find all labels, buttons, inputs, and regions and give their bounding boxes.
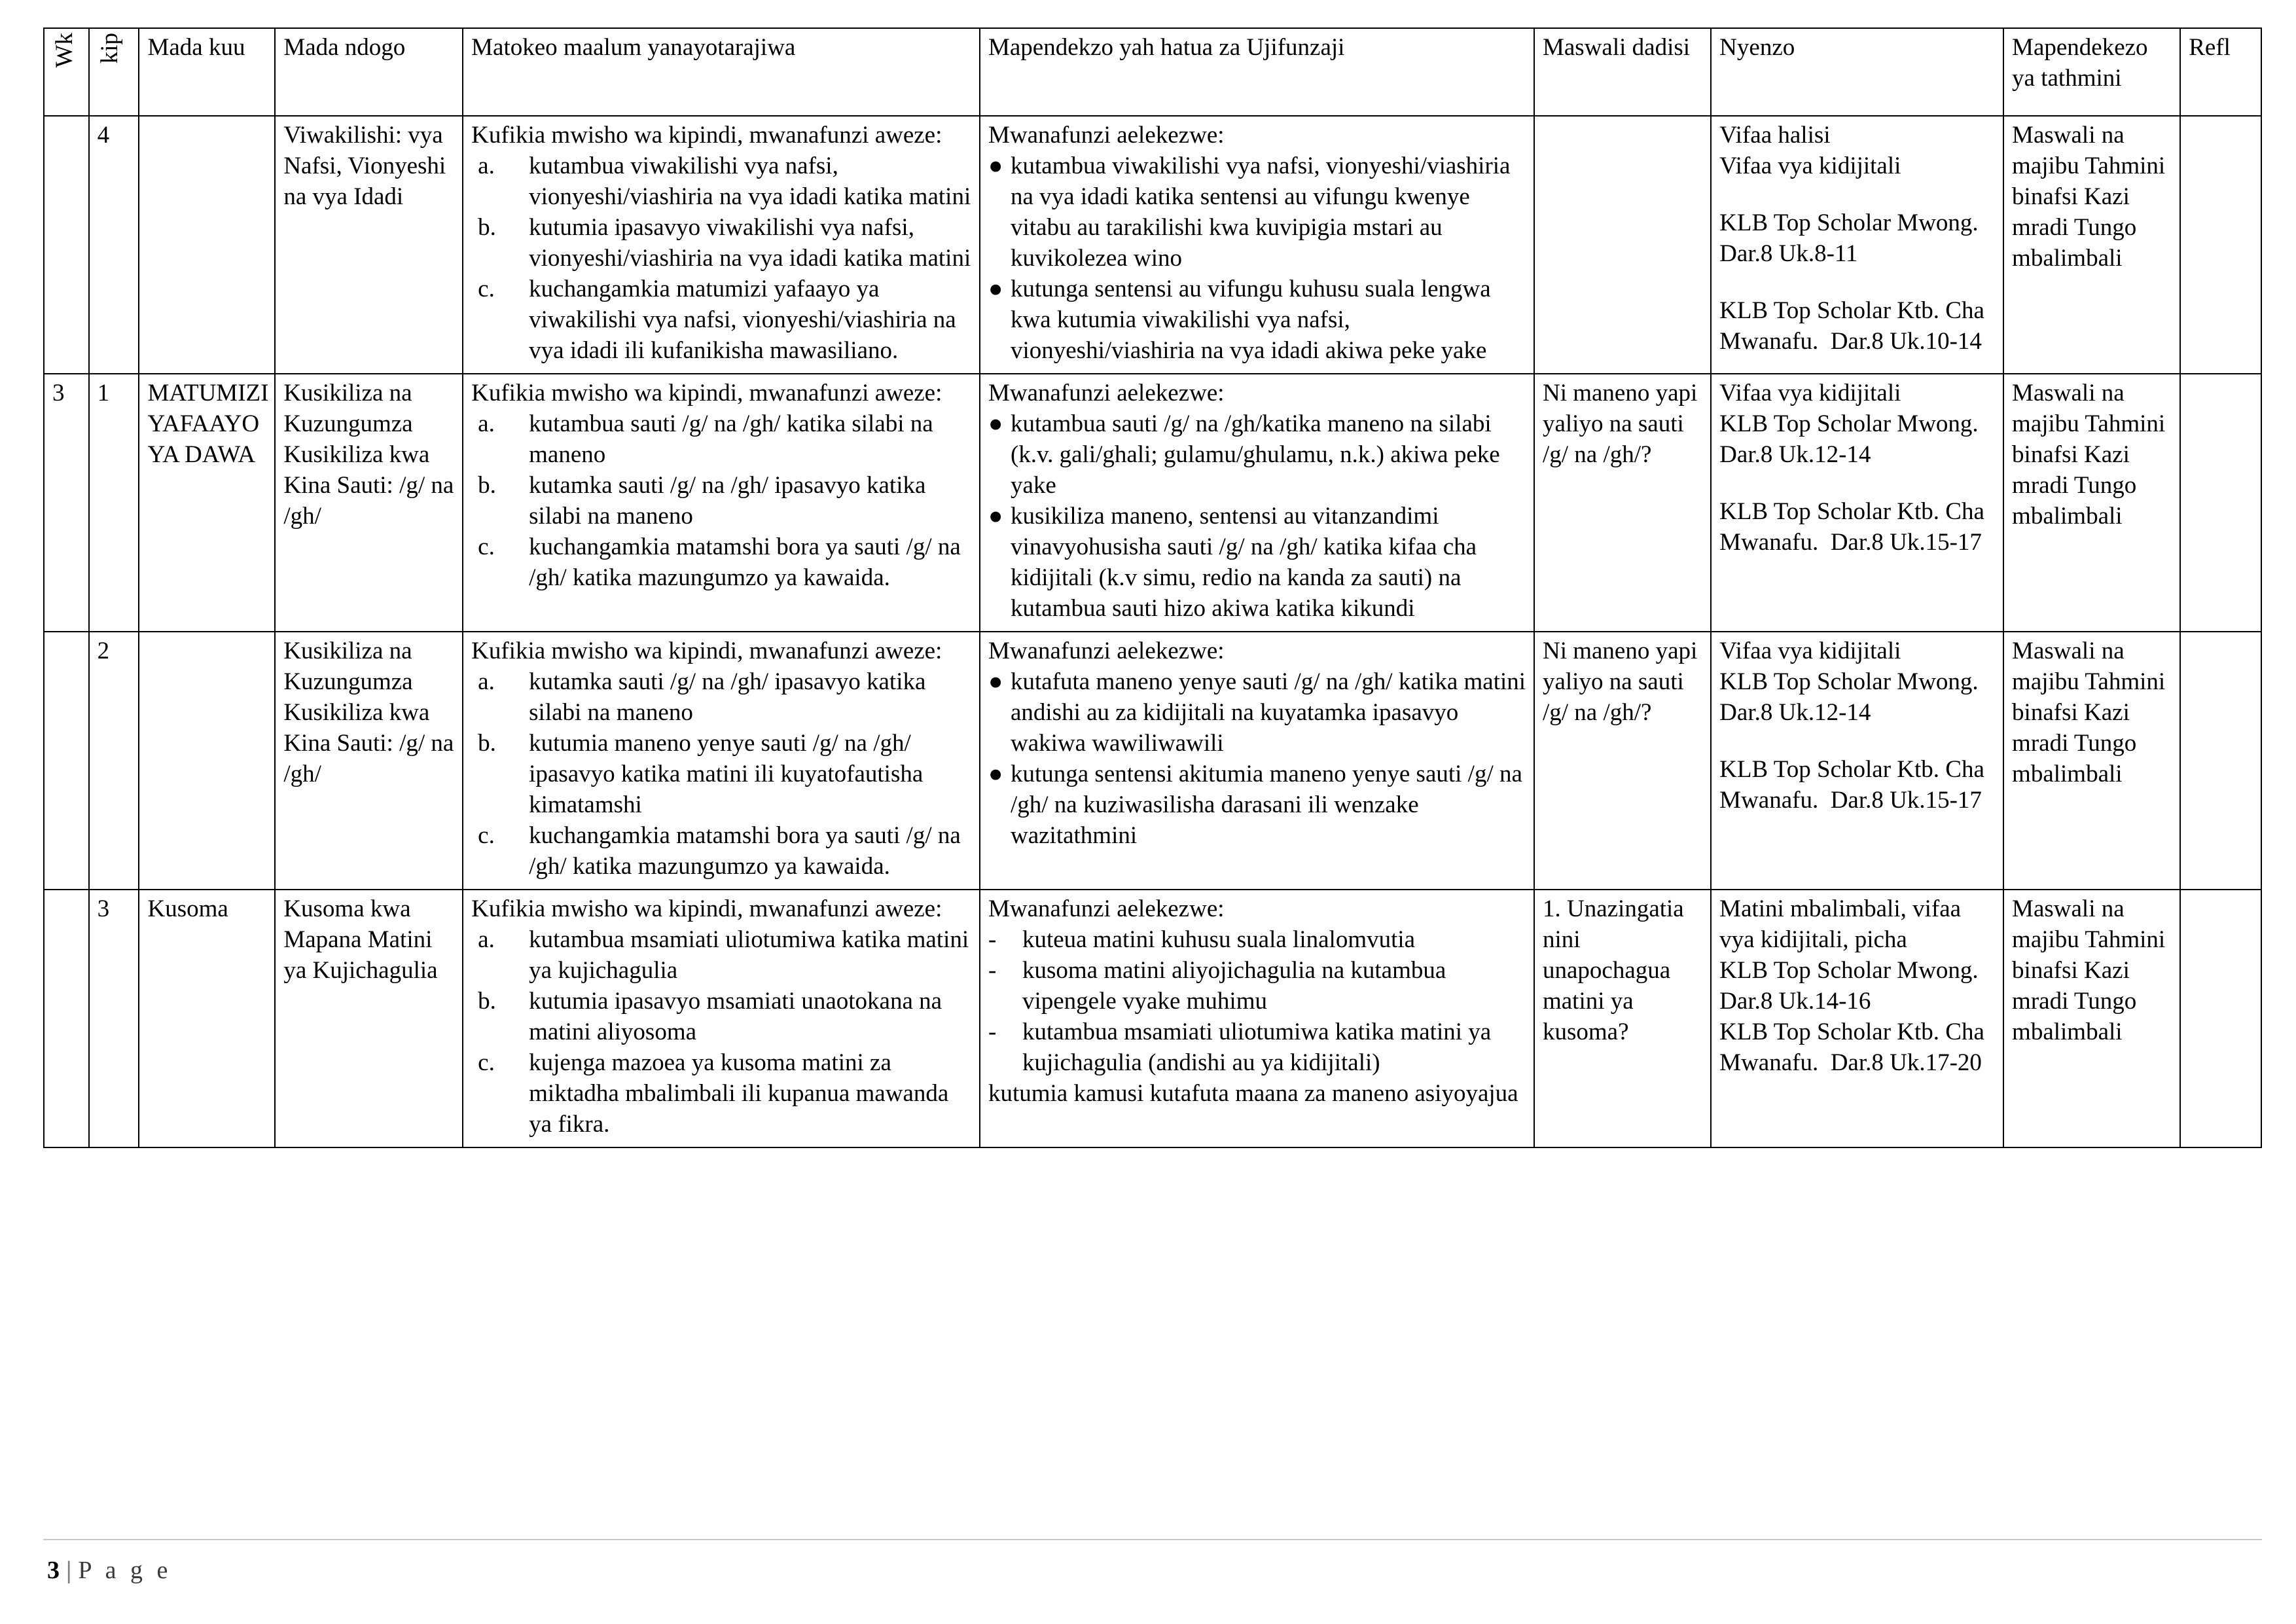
outcome-list	[471, 925, 973, 1140]
activity-dash-item: - kutambua msamiati uliotumiwa katika matini ya kujichagulia (andishi au ya kidijitali)	[988, 1018, 1492, 1076]
column-header-mada-kuu: Mada kuu	[139, 28, 275, 116]
activity-bullet-item: ● kutunga sentensi au vifungu kuhusu suala lengwa kwa kutumia viwakilishi vya nafsi, vionyeshi/viashiria na vya idadi akiwa peke yake	[988, 275, 1491, 364]
outcome-item-marker: a.	[478, 926, 495, 953]
column-header-maswali-dadisi: Maswali dadisi	[1534, 28, 1711, 116]
cell-maswali-dadisi: Ni maneno yapi yaliyo na sauti /g/ na /gh/?	[1534, 374, 1711, 632]
cell-refl	[2180, 890, 2261, 1147]
outcome-intro: Kufikia mwisho wa kipindi, mwanafunzi aweze:	[471, 122, 942, 149]
outcome-item-marker: b.	[478, 471, 496, 499]
bullet-icon: ●	[988, 668, 1003, 695]
outcome-list	[471, 151, 973, 367]
table-row	[44, 116, 2261, 374]
dash-icon: -	[988, 956, 997, 984]
resource-gap	[1719, 270, 1996, 296]
dash-icon: -	[988, 926, 997, 953]
resource-line: Vifaa vya kidijitali	[1719, 152, 1901, 179]
resource-gap	[1719, 182, 1996, 208]
cell-wk	[44, 632, 89, 890]
activity-intro: Mwanafunzi aelekezwe:	[988, 379, 1225, 406]
resource-gap	[1719, 471, 1996, 497]
activity-bullet-list	[988, 409, 1527, 624]
outcome-item-marker: a.	[478, 152, 495, 179]
cell-mapendekezo-tathmini: Maswali na majibu Tahmini binafsi Kazi mradi Tungo mbalimbali	[2003, 632, 2180, 890]
activity-bullet-item: ● kutunga sentensi akitumia maneno yenye sauti /g/ na /gh/ na kuziwasilisha darasani ili wenzake wazitathmini	[988, 760, 1522, 849]
column-header-kip-label: kip	[96, 33, 123, 64]
activity-bullet-item: ● kutafuta maneno yenye sauti /g/ na /gh/ katika matini andishi au za kidijitali na kuyatamka ipasavyo wakiwa wawiliwawili	[988, 668, 1526, 757]
column-header-wk-label: Wk	[51, 33, 78, 68]
column-header-mapendekezo-tathmini: Mapendekezo ya tathmini	[2003, 28, 2180, 116]
cell-mada-kuu: Kusoma	[139, 890, 275, 1147]
cell-matokeo	[463, 890, 980, 1147]
outcome-item: b. kutumia ipasavyo msamiati unaotokana na matini aliyosoma	[478, 987, 942, 1045]
cell-mada-ndogo: Viwakilishi: vya Nafsi, Vionyeshi na vya Idadi	[275, 116, 463, 374]
outcome-list	[471, 409, 973, 594]
scheme-of-work-table	[43, 27, 2262, 1148]
outcome-intro: Kufikia mwisho wa kipindi, mwanafunzi aweze:	[471, 379, 942, 406]
column-header-refl: Refl	[2180, 28, 2261, 116]
outcome-item: c. kujenga mazoea ya kusoma matini za miktadha mbalimbali ili kupanua mawanda ya fikra.	[478, 1049, 949, 1138]
cell-mapendekezo-tathmini: Maswali na majibu Tahmini binafsi Kazi mradi Tungo mbalimbali	[2003, 890, 2180, 1147]
resource-line: Matini mbalimbali, vifaa vya kidijitali, picha	[1719, 895, 1967, 953]
cell-kip: 1	[89, 374, 139, 632]
activity-bullet-list	[988, 667, 1527, 852]
cell-mapendekezo-tathmini: Maswali na majibu Tahmini binafsi Kazi mradi Tungo mbalimbali	[2003, 374, 2180, 632]
column-header-mada-ndogo: Mada ndogo	[275, 28, 463, 116]
cell-matokeo	[463, 116, 980, 374]
bullet-icon: ●	[988, 410, 1003, 437]
cell-mada-kuu	[139, 116, 275, 374]
outcome-intro: Kufikia mwisho wa kipindi, mwanafunzi aweze:	[471, 637, 942, 664]
activity-dash-item: - kuteua matini kuhusu suala linalomvutia	[988, 925, 1527, 956]
outcome-item-marker: c.	[478, 1049, 495, 1076]
activity-tail-text: kutumia kamusi kutafuta maana za maneno asiyoyajua	[988, 1079, 1518, 1107]
footer-page-number: 3	[47, 1557, 60, 1584]
outcome-item: a. kutambua viwakilishi vya nafsi, vionyeshi/viashiria na vya idadi katika matini	[478, 152, 971, 210]
outcome-item: c. kuchangamkia matamshi bora ya sauti /g/ na /gh/ katika mazungumzo ya kawaida.	[478, 533, 961, 591]
outcome-item-marker: c.	[478, 533, 495, 560]
cell-mada-ndogo: Kusikiliza na Kuzungumza Kusikiliza kwa Kina Sauti: /g/ na /gh/	[275, 374, 463, 632]
cell-maswali-dadisi	[1534, 116, 1711, 374]
outcome-item: b. kutumia ipasavyo viwakilishi vya nafsi, vionyeshi/viashiria na vya idadi katika matini	[478, 213, 971, 272]
outcome-item: c. kuchangamkia matumizi yafaayo ya viwakilishi vya nafsi, vionyeshi/viashiria na vya idadi ili kufanikisha mawasiliano.	[478, 275, 956, 364]
outcome-item-marker: b.	[478, 729, 496, 757]
cell-mapendekezo-hatua	[980, 374, 1534, 632]
outcome-list	[471, 667, 973, 882]
table-row	[44, 890, 2261, 1147]
cell-nyenzo	[1711, 890, 2003, 1147]
bullet-icon: ●	[988, 760, 1003, 787]
outcome-item-marker: c.	[478, 275, 495, 302]
resource-gap	[1719, 729, 1996, 755]
resource-line: KLB Top Scholar Ktb. Cha Mwanafu. Dar.8 Uk.17-20	[1719, 1018, 1991, 1076]
activity-bullet-item: ● kusikiliza maneno, sentensi au vitanzandimi vinavyohusisha sauti /g/ na /gh/ katika kifaa cha kidijitali (k.v simu, redio na kanda za sauti) na kutambua sauti hizo akiwa katika kikundi	[988, 502, 1477, 622]
resource-line: KLB Top Scholar Mwong. Dar.8 Uk.14-16	[1719, 956, 1984, 1015]
bullet-icon: ●	[988, 275, 1003, 302]
column-header-matokeo: Matokeo maalum yanayotarajiwa	[463, 28, 980, 116]
cell-kip: 2	[89, 632, 139, 890]
cell-refl	[2180, 116, 2261, 374]
outcome-item-marker: b.	[478, 213, 496, 241]
footer-text	[47, 1556, 2257, 1585]
table-header-row	[44, 28, 2261, 116]
outcome-item: b. kutumia maneno yenye sauti /g/ na /gh/ ipasavyo katika matini ili kuyatofautisha kimatamshi	[478, 729, 924, 818]
outcome-item-marker: a.	[478, 410, 495, 437]
resource-line: KLB Top Scholar Mwong. Dar.8 Uk.12-14	[1719, 410, 1984, 468]
cell-kip: 4	[89, 116, 139, 374]
column-header-mapendekezo-hatua: Mapendekzo yah hatua za Ujifunzaji	[980, 28, 1534, 116]
resource-line: KLB Top Scholar Ktb. Cha Mwanafu. Dar.8 Uk.10-14	[1719, 297, 1991, 355]
cell-mada-kuu	[139, 632, 275, 890]
resource-line: KLB Top Scholar Mwong. Dar.8 Uk.12-14	[1719, 668, 1984, 726]
column-header-wk	[44, 28, 89, 116]
cell-matokeo	[463, 632, 980, 890]
table-row	[44, 374, 2261, 632]
outcome-item: b. kutamka sauti /g/ na /gh/ ipasavyo katika silabi na maneno	[478, 471, 926, 530]
cell-refl	[2180, 374, 2261, 632]
resource-line: Vifaa vya kidijitali	[1719, 637, 1901, 664]
cell-mapendekezo-hatua	[980, 890, 1534, 1147]
outcome-item: a. kutamka sauti /g/ na /gh/ ipasavyo katika silabi na maneno	[478, 668, 926, 726]
bullet-icon: ●	[988, 502, 1003, 530]
outcome-item: c. kuchangamkia matamshi bora ya sauti /g/ na /gh/ katika mazungumzo ya kawaida.	[478, 821, 961, 880]
cell-refl	[2180, 632, 2261, 890]
activity-bullet-item: ● kutambua sauti /g/ na /gh/katika maneno na silabi (k.v. gali/ghali; gulamu/ghulamu, n.k.) akiwa peke yake	[988, 410, 1500, 499]
outcome-item-marker: b.	[478, 987, 496, 1015]
cell-wk: 3	[44, 374, 89, 632]
activity-dash-item: - kusoma matini aliyojichagulia na kutambua vipengele vyake muhimu	[988, 956, 1446, 1015]
outcome-intro: Kufikia mwisho wa kipindi, mwanafunzi aweze:	[471, 895, 942, 922]
cell-mapendekezo-hatua	[980, 632, 1534, 890]
cell-mapendekezo-hatua	[980, 116, 1534, 374]
cell-kip: 3	[89, 890, 139, 1147]
cell-nyenzo	[1711, 374, 2003, 632]
cell-matokeo	[463, 374, 980, 632]
table-row	[44, 632, 2261, 890]
activity-intro: Mwanafunzi aelekezwe:	[988, 895, 1225, 922]
outcome-item-marker: a.	[478, 668, 495, 695]
table-body	[44, 116, 2261, 1147]
activity-intro: Mwanafunzi aelekezwe:	[988, 637, 1225, 664]
cell-nyenzo	[1711, 116, 2003, 374]
outcome-item: a. kutambua msamiati uliotumiwa katika matini ya kujichagulia	[478, 926, 969, 984]
resource-line: KLB Top Scholar Mwong. Dar.8 Uk.8-11	[1719, 209, 1984, 267]
cell-wk	[44, 890, 89, 1147]
cell-mada-kuu: MATUMIZI YAFAAYO YA DAWA	[139, 374, 275, 632]
outcome-item: a. kutambua sauti /g/ na /gh/ katika silabi na maneno	[478, 410, 933, 468]
activity-intro: Mwanafunzi aelekezwe:	[988, 122, 1225, 149]
cell-wk	[44, 116, 89, 374]
column-header-kip	[89, 28, 139, 116]
outcome-item-marker: c.	[478, 821, 495, 849]
bullet-icon: ●	[988, 152, 1003, 179]
cell-maswali-dadisi: Ni maneno yapi yaliyo na sauti /g/ na /gh/?	[1534, 632, 1711, 890]
dash-icon: -	[988, 1018, 997, 1045]
cell-nyenzo	[1711, 632, 2003, 890]
footer-page-word: P a g e	[78, 1557, 172, 1584]
cell-mapendekezo-tathmini: Maswali na majibu Tahmini binafsi Kazi mradi Tungo mbalimbali	[2003, 116, 2180, 374]
activity-bullet-item: ● kutambua viwakilishi vya nafsi, vionyeshi/viashiria na vya idadi katika sentensi au vifungu kwenye vitabu au tarakilishi kwa kuvipigia mstari au kuvikolezea wino	[988, 152, 1511, 272]
column-header-nyenzo: Nyenzo	[1711, 28, 2003, 116]
page-footer	[39, 1539, 2257, 1585]
footer-separator: |	[66, 1557, 72, 1584]
resource-line: KLB Top Scholar Ktb. Cha Mwanafu. Dar.8 Uk.15-17	[1719, 755, 1991, 814]
cell-mada-ndogo: Kusoma kwa Mapana Matini ya Kujichagulia	[275, 890, 463, 1147]
resource-line: Vifaa vya kidijitali	[1719, 379, 1901, 406]
footer-divider	[43, 1539, 2262, 1540]
activity-dash-list	[988, 925, 1527, 1079]
cell-maswali-dadisi: 1. Unazingatia nini unapochagua matini ya kusoma?	[1534, 890, 1711, 1147]
resource-line: Vifaa halisi	[1719, 122, 1831, 149]
resource-line: KLB Top Scholar Ktb. Cha Mwanafu. Dar.8 Uk.15-17	[1719, 497, 1991, 556]
cell-mada-ndogo: Kusikiliza na Kuzungumza Kusikiliza kwa Kina Sauti: /g/ na /gh/	[275, 632, 463, 890]
activity-bullet-list	[988, 151, 1527, 367]
